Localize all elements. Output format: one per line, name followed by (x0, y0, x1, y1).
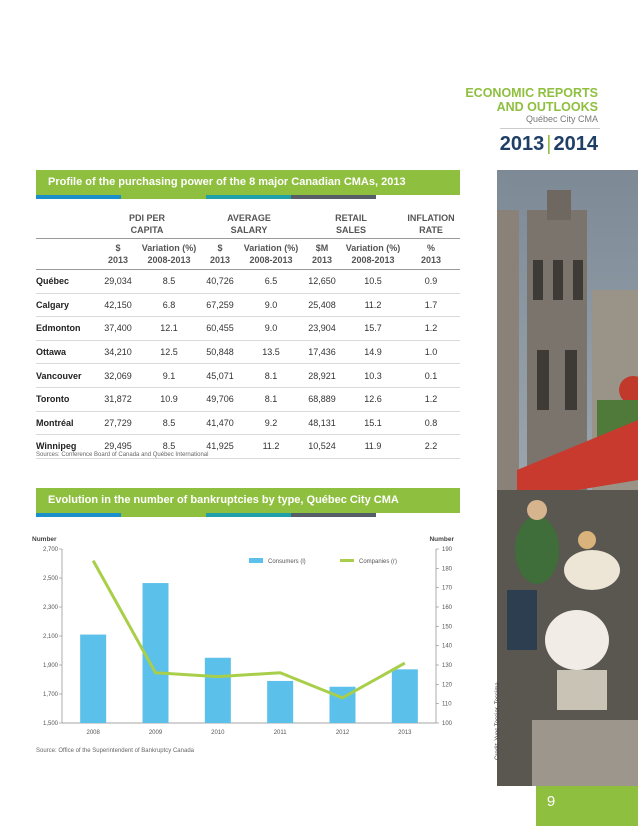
row-city: Calgary (36, 299, 70, 310)
table-cell: 11.2 (364, 299, 382, 310)
table-source-note: Sources: Conference Board of Canada and Québec International (36, 452, 209, 458)
sub-header: $ 2013 (209, 243, 231, 265)
year-end: 2014 (553, 133, 598, 155)
table-cell: 1.2 (424, 394, 438, 405)
table-body (36, 270, 460, 459)
sub-header: Variation (%) 2008-2013 (141, 243, 197, 265)
x-tick-label: 2013 (398, 730, 412, 736)
table-cell: 0.8 (424, 417, 438, 428)
row-city: Winnipeg (36, 441, 77, 452)
row-city: Québec (36, 276, 70, 287)
legend-consumers-label: Consumers (l) (268, 559, 306, 565)
table-cell: 29,495 (104, 441, 132, 452)
right-tick-label: 100 (442, 721, 453, 727)
sub-header: Variation (%) 2008-2013 (345, 243, 401, 265)
left-tick-label: 2,500 (42, 576, 58, 582)
table-cell: 50,848 (206, 347, 234, 358)
table-cell: 42,150 (104, 299, 132, 310)
table-cell: 68,889 (308, 394, 336, 405)
group-header: RETAIL SALES (335, 213, 367, 235)
year-start: 2013 (499, 133, 545, 155)
table-cell: 1.0 (424, 347, 438, 358)
purchasing-power-table (36, 208, 460, 459)
table-cell: 34,210 (104, 347, 132, 358)
right-tick-label: 110 (442, 701, 452, 708)
table-cell: 10,524 (308, 441, 336, 452)
row-city: Vancouver (36, 370, 82, 381)
left-tick-label: 1,500 (42, 721, 58, 727)
sub-header: $M 2013 (311, 243, 333, 265)
left-tick-label: 1,900 (42, 663, 58, 669)
legend-consumers-swatch (249, 558, 263, 563)
table-cell: 10.9 (160, 394, 178, 405)
right-tick-label: 190 (442, 547, 453, 553)
legend-companies-swatch (340, 559, 354, 562)
x-tick-label: 2011 (273, 730, 287, 736)
x-tick-label: 2008 (86, 730, 100, 736)
right-axis-title: Number (429, 536, 454, 543)
group-header: PDI PER CAPITA (128, 213, 165, 235)
color-stripe-chart (36, 513, 460, 517)
table-cell: 1.7 (424, 299, 438, 310)
table-cell: 9.1 (162, 370, 176, 381)
table-cell: 29,034 (104, 276, 132, 287)
table-cell: 15.7 (364, 323, 382, 334)
table-cell: 1.2 (424, 323, 438, 334)
photo-credit: Credit: Yves Tessier, Tessima (495, 682, 501, 760)
table-cell: 6.8 (162, 299, 176, 310)
table-cell: 11.2 (262, 441, 280, 452)
group-header: INFLATION RATE (407, 213, 455, 235)
table-cell: 9.2 (264, 417, 278, 428)
sub-header: % 2013 (420, 243, 442, 265)
table-cell: 67,259 (206, 299, 234, 310)
table-cell: 9.0 (264, 323, 278, 334)
table-row (36, 270, 460, 294)
table-cell: 31,872 (104, 394, 132, 405)
table-cell: 12.6 (364, 394, 382, 405)
page-number: 9 (546, 793, 556, 810)
table-cell: 28,921 (308, 370, 336, 381)
right-tick-label: 140 (442, 643, 453, 650)
table-cell: 15.1 (364, 417, 382, 428)
consumers-bar (143, 583, 169, 723)
table-cell: 25,408 (308, 299, 336, 310)
left-tick-label: 2,100 (42, 634, 58, 640)
row-city: Montréal (36, 417, 74, 428)
left-tick-label: 1,700 (42, 692, 58, 698)
row-city: Toronto (36, 394, 70, 405)
right-tick-label: 130 (442, 663, 453, 669)
report-title-line1: ECONOMIC REPORTS (465, 86, 598, 100)
table-cell: 48,131 (308, 417, 336, 428)
table-cell: 8.5 (162, 276, 176, 287)
x-tick-label: 2009 (148, 730, 163, 736)
right-tick-label: 170 (442, 585, 453, 592)
table-row (36, 412, 460, 436)
row-city: Edmonton (36, 323, 81, 334)
year-separator: | (546, 133, 552, 155)
table-cell: 27,729 (104, 417, 132, 428)
table-cell: 8.1 (264, 394, 278, 405)
group-header: AVERAGE SALARY (227, 213, 271, 235)
table-cell: 12.1 (160, 323, 178, 334)
legend-companies-label: Companies (r) (359, 559, 398, 565)
table-cell: 0.1 (424, 370, 438, 381)
table-cell: 14.9 (364, 347, 382, 358)
report-years (500, 133, 598, 156)
x-tick-label: 2010 (211, 730, 225, 736)
table-cell: 17,436 (308, 347, 336, 358)
sub-header: $ 2013 (107, 243, 129, 265)
table-cell: 13.5 (262, 347, 280, 358)
table-cell: 9.0 (264, 299, 278, 310)
table-cell: 23,904 (308, 323, 336, 334)
left-tick-label: 2,300 (42, 605, 58, 611)
table-group-header (36, 208, 460, 238)
sub-header: Variation (%) 2008-2013 (243, 243, 299, 265)
table-cell: 6.5 (264, 276, 278, 287)
table-cell: 11.9 (364, 441, 382, 452)
table-cell: 8.1 (264, 370, 278, 381)
chart-section-title: Evolution in the number of bankruptcies by type, Québec City CMA (36, 488, 460, 513)
table-row (36, 317, 460, 341)
consumers-bar (267, 681, 293, 723)
table-cell: 12.5 (160, 347, 178, 358)
header-divider (500, 128, 600, 129)
table-cell: 40,726 (206, 276, 234, 287)
table-row (36, 364, 460, 388)
table-cell: 10.5 (364, 276, 382, 287)
table-row (36, 294, 460, 318)
row-city: Ottawa (36, 347, 67, 358)
bankruptcies-chart (30, 530, 470, 742)
consumers-bar (205, 658, 231, 723)
table-cell: 32,069 (104, 370, 132, 381)
right-tick-label: 180 (442, 566, 453, 573)
right-tick-label: 120 (442, 682, 453, 689)
report-subtitle: Québec City CMA (525, 114, 598, 124)
right-tick-label: 150 (442, 624, 453, 631)
table-cell: 8.5 (162, 417, 176, 428)
table-section-title: Profile of the purchasing power of the 8 major Canadian CMAs, 2013 (36, 170, 460, 195)
table-cell: 41,925 (206, 441, 234, 452)
chart-source-note: Source: Office of the Superintendent of Bankruptcy Canada (36, 748, 194, 754)
companies-line (93, 561, 405, 698)
table-sub-header (36, 238, 460, 270)
city-street-photo (497, 170, 638, 786)
consumers-bar (392, 669, 418, 723)
table-row (36, 388, 460, 412)
report-title (465, 86, 598, 114)
table-cell: 45,071 (206, 370, 234, 381)
table-cell: 0.9 (424, 276, 438, 287)
left-axis-title: Number (32, 536, 57, 543)
table-cell: 60,455 (206, 323, 234, 334)
table-cell: 41,470 (206, 417, 234, 428)
table-cell: 37,400 (104, 323, 132, 334)
table-cell: 10.3 (364, 370, 382, 381)
table-cell: 49,706 (206, 394, 234, 405)
table-row (36, 341, 460, 365)
table-cell: 12,650 (308, 276, 336, 287)
color-stripe-table (36, 195, 460, 199)
x-tick-label: 2012 (335, 730, 350, 736)
table-cell: 8.5 (162, 441, 176, 452)
report-title-line2: AND OUTLOOKS (496, 100, 598, 114)
consumers-bar (80, 635, 106, 723)
right-tick-label: 160 (442, 605, 453, 611)
left-tick-label: 2,700 (42, 547, 58, 553)
table-cell: 2.2 (424, 441, 438, 452)
